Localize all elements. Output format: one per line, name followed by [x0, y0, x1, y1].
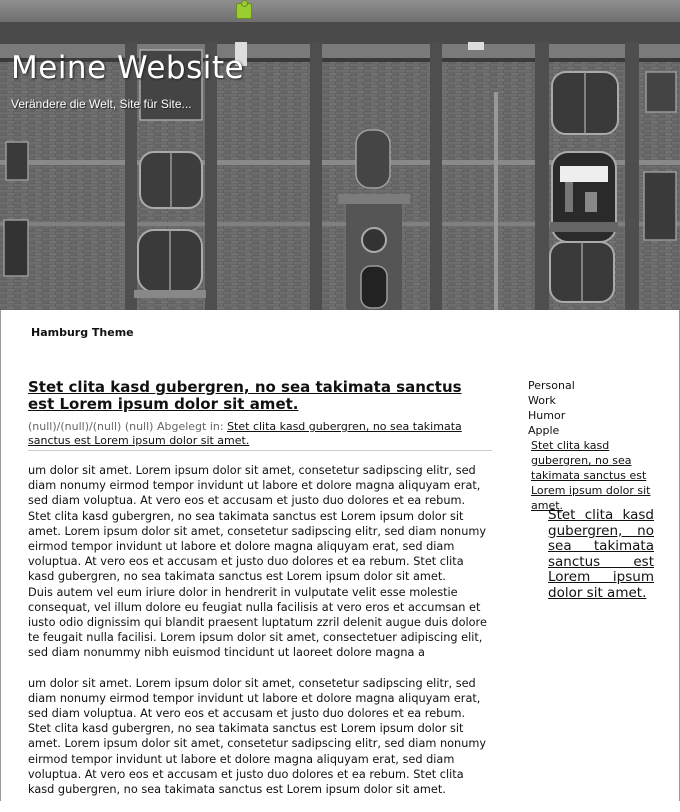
sidebar-item-work[interactable]: Work: [528, 394, 556, 407]
post-paragraph: um dolor sit amet. Lorem ipsum dolor sit amet, consetetur sadipscing elitr, sed diam nonumy eirmod tempor invidunt ut labore et dolore magna aliquyam erat, sed diam voluptua. At vero eos et accusam et justo duo dolores et ea rebum. Stet clita kasd gubergren, no sea takimata sanctus est Lorem ipsum dolor sit amet. Lorem ipsum dolor sit amet, consetetur sadipscing elitr, sed diam nonumy eirmod tempor invidunt ut labore et dolore magna aliquyam erat, sed diam voluptua. At vero eos et accusam et justo duo dolores et ea rebum. Stet clita kasd gubergren, no sea takimata sanctus est Lorem ipsum dolor sit amet.: [28, 676, 487, 797]
post-meta-prefix: (null)/(null)/(null) (null) Abgelegt in:: [28, 420, 228, 433]
post-title[interactable]: Stet clita kasd gubergren, no sea takimata sanctus est Lorem ipsum dolor sit amet.: [28, 378, 462, 413]
plugin-icon[interactable]: [236, 3, 252, 19]
sidebar-heading-link[interactable]: Stet clita kasd gubergren, no sea takimata sanctus est Lorem ipsum dolor sit amet.: [548, 507, 654, 601]
post-body: [28, 463, 490, 812]
site-title[interactable]: Meine Website: [11, 50, 245, 86]
post-meta: [28, 420, 490, 448]
divider: [28, 450, 492, 451]
sidebar: [528, 378, 668, 513]
post-paragraph-text: um dolor sit amet. Lorem ipsum dolor sit amet, consetetur sadipscing elitr, sed diam nonumy eirmod tempor invidunt ut labore et dolore magna aliquyam erat, sed diam voluptua. At vero eos et accusam et justo duo dolores et ea rebum. Stet clita kasd gubergren, no sea takimata sanctus est Lorem ipsum dolor sit amet. Lorem ipsum dolor sit amet, consetetur sadipscing elitr, sed diam nonumy eirmod tempor invidunt ut labore et dolore magna aliquyam erat, sed diam voluptua. At vero eos et accusam et justo duo dolores et ea rebum. Stet clita kasd gubergren, no sea takimata sanctus est Lorem ipsum dolor sit amet.: [28, 464, 487, 584]
sidebar-post-link[interactable]: Stet clita kasd gubergren, no sea takimata sanctus est Lorem ipsum dolor sit amet.: [531, 439, 651, 512]
post-paragraph: [28, 463, 490, 661]
sidebar-item-humor[interactable]: Humor: [528, 409, 566, 422]
sidebar-item-apple[interactable]: Apple: [528, 424, 560, 437]
browser-toolbar: [0, 0, 680, 23]
site-header: [0, 22, 680, 310]
theme-label: Hamburg Theme: [31, 326, 134, 339]
post-category-link[interactable]: Stet clita kasd gubergren, no sea takimata sanctus est Lorem ipsum dolor sit amet.: [28, 420, 462, 447]
sidebar-item-personal[interactable]: Personal: [528, 379, 575, 392]
site-tagline: Verändere die Welt, Site für Site...: [11, 97, 192, 111]
post-paragraph-text: Duis autem vel eum iriure dolor in hendrerit in vulputate velit esse molestie consequat, vel illum dolore eu feugiat nulla facilisis at vero eros et accumsan et iusto odio dignissim qui blandit praesent luptatum zzril delenit augue duis dolore te feugait nulla facilisi. Lorem ipsum dolor sit amet, consectetuer adipiscing elit, sed diam nonummy nibh euismod tincidunt ut laoreet dolore magna a: [28, 585, 487, 660]
